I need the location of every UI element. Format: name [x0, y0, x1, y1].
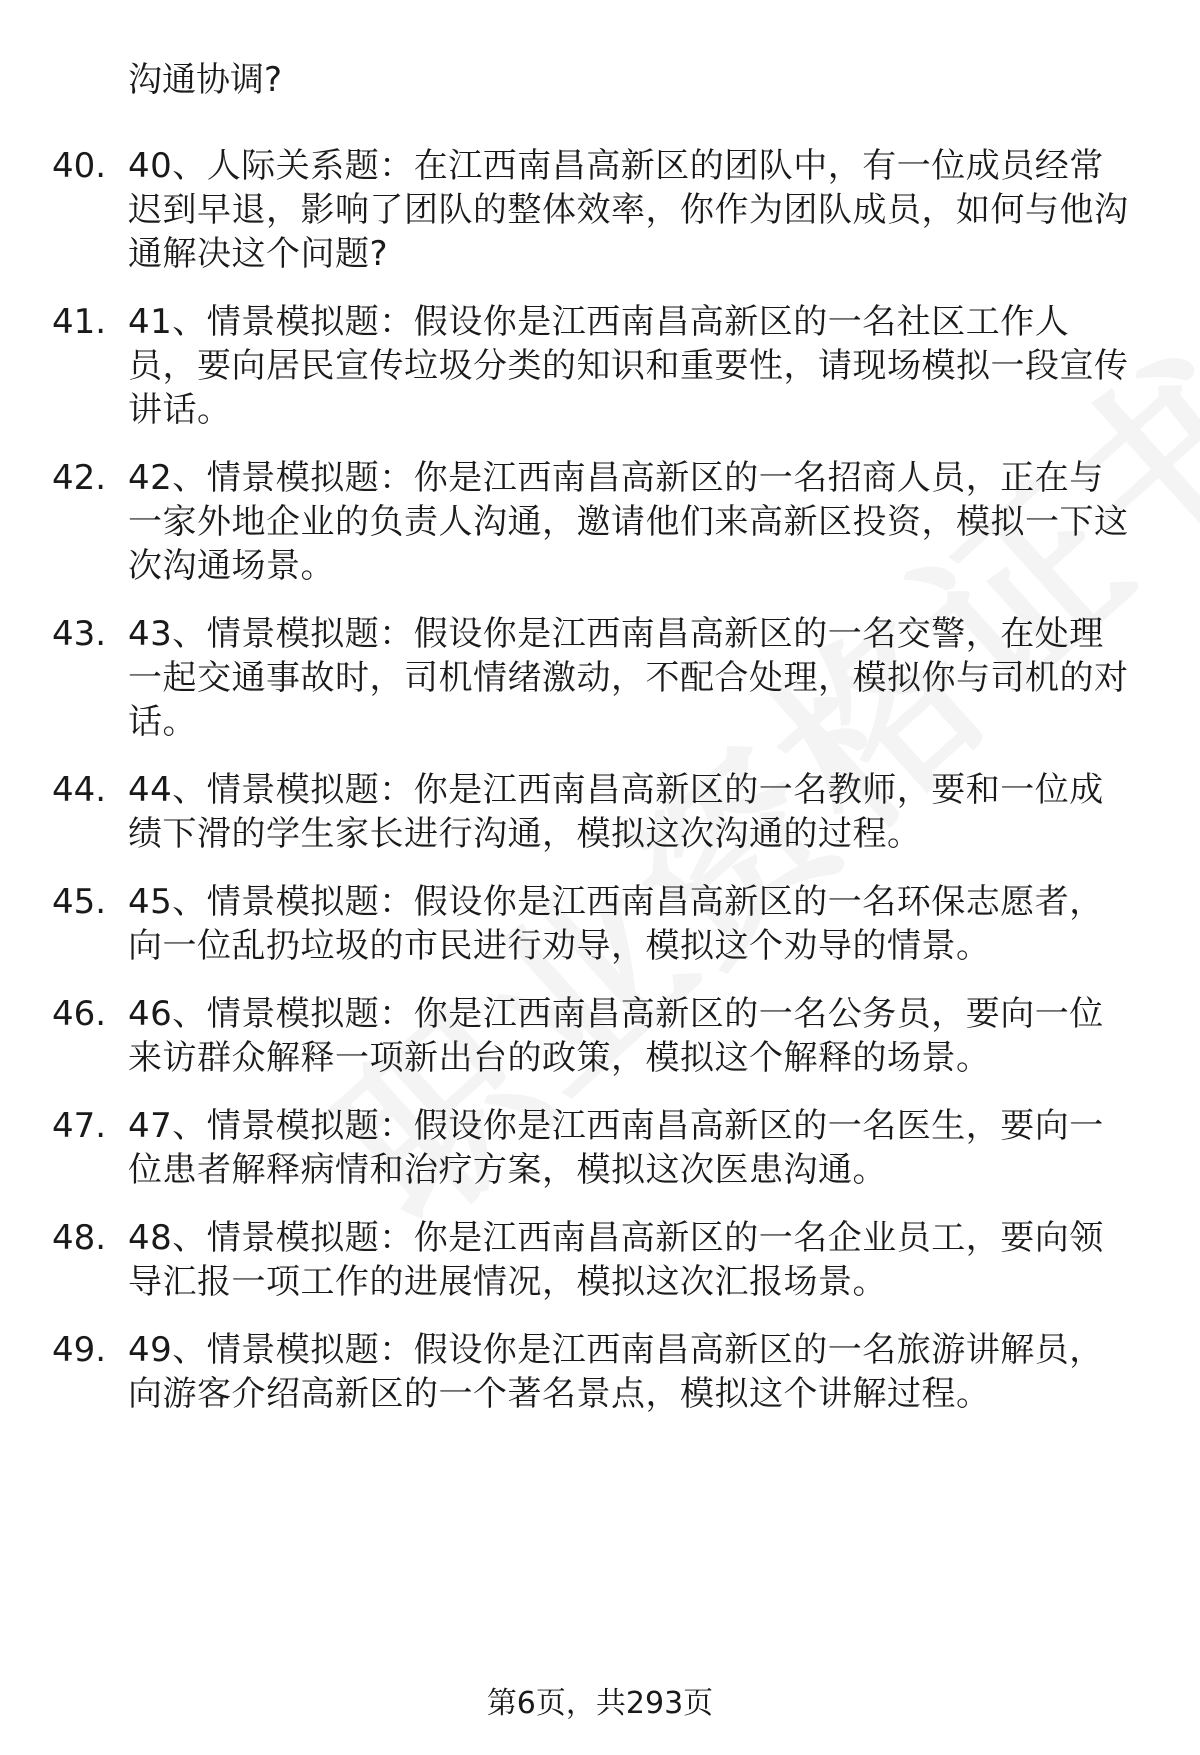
question-list [0, 144, 1200, 1440]
question-text: 48、情景模拟题：你是江西南昌高新区的一名企业员工，要向领导汇报一项工作的进展情况，模拟这次汇报场景。 [128, 1218, 1104, 1302]
question-item [0, 880, 1200, 968]
question-number: 48. [52, 1218, 107, 1258]
question-item [0, 1104, 1200, 1192]
question-number: 44. [52, 770, 107, 810]
question-item [0, 1328, 1200, 1416]
question-number: 46. [52, 994, 107, 1034]
question-text: 45、情景模拟题：假设你是江西南昌高新区的一名环保志愿者，向一位乱扔垃圾的市民进行劝导，模拟这个劝导的情景。 [128, 882, 1104, 966]
question-text: 42、情景模拟题：你是江西南昌高新区的一名招商人员，正在与一家外地企业的负责人沟通，邀请他们来高新区投资，模拟一下这次沟通场景。 [128, 458, 1129, 586]
question-number: 49. [52, 1330, 107, 1370]
question-item [0, 300, 1200, 432]
question-text: 46、情景模拟题：你是江西南昌高新区的一名公务员，要向一位来访群众解释一项新出台的政策，模拟这个解释的场景。 [128, 994, 1104, 1078]
question-text: 40、人际关系题：在江西南昌高新区的团队中，有一位成员经常迟到早退，影响了团队的整体效率，你作为团队成员，如何与他沟通解决这个问题? [128, 146, 1129, 274]
question-item [0, 456, 1200, 588]
question-text: 47、情景模拟题：假设你是江西南昌高新区的一名医生，要向一位患者解释病情和治疗方案，模拟这次医患沟通。 [128, 1106, 1104, 1190]
question-item [0, 992, 1200, 1080]
question-number: 40. [52, 146, 107, 186]
question-number: 42. [52, 458, 107, 498]
question-number: 47. [52, 1106, 107, 1146]
question-text: 49、情景模拟题：假设你是江西南昌高新区的一名旅游讲解员，向游客介绍高新区的一个著名景点，模拟这个讲解过程。 [128, 1330, 1104, 1414]
question-number: 43. [52, 614, 107, 654]
question-number: 41. [52, 302, 107, 342]
page-footer: 第6页，共293页 [486, 1686, 714, 1721]
question-item [0, 612, 1200, 744]
question-item [0, 1216, 1200, 1304]
question-number: 45. [52, 882, 107, 922]
question-item [0, 144, 1200, 276]
question-item [0, 768, 1200, 856]
question-text: 41、情景模拟题：假设你是江西南昌高新区的一名社区工作人员，要向居民宣传垃圾分类的知识和重要性，请现场模拟一段宣传讲话。 [128, 302, 1129, 430]
question-text: 43、情景模拟题：假设你是江西南昌高新区的一名交警，在处理一起交通事故时，司机情绪激动，不配合处理，模拟你与司机的对话。 [128, 614, 1129, 742]
continuation-text: 沟通协调? [128, 60, 283, 100]
question-text: 44、情景模拟题：你是江西南昌高新区的一名教师，要和一位成绩下滑的学生家长进行沟通，模拟这次沟通的过程。 [128, 770, 1104, 854]
